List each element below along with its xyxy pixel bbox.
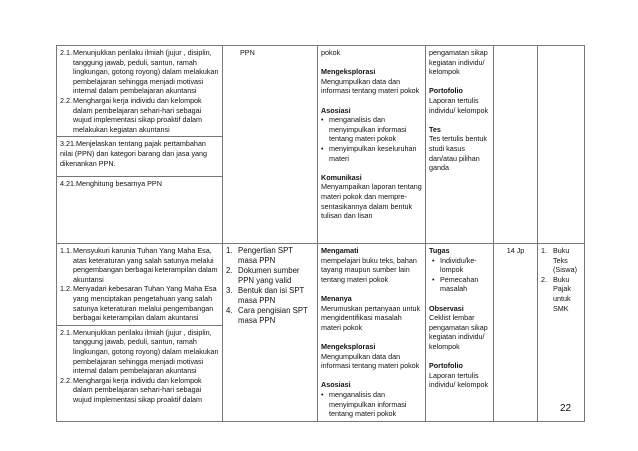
- list-item: • Individu/ke-lompok: [429, 256, 490, 275]
- table-row: [57, 244, 585, 422]
- competency-number: 2.2.: [60, 95, 72, 105]
- list-number: 2.: [226, 266, 233, 275]
- list-item-text: Buku Pajak untuk SMK: [553, 274, 571, 313]
- materi-list: [226, 246, 314, 326]
- list-item: • Pemecahan masalah: [429, 275, 490, 294]
- competency-item: [60, 246, 219, 284]
- list-item: [541, 275, 581, 313]
- observasi-title: Observasi: [429, 303, 464, 313]
- kegiatan-cell: [318, 46, 426, 244]
- competency-number: 1.1.: [60, 246, 72, 255]
- competency-cell: [57, 46, 223, 244]
- competency-group: [57, 244, 222, 325]
- kegiatan-cell: [318, 244, 426, 422]
- competency-item: [60, 96, 219, 134]
- mengeksplorasi-title: Mengeksplorasi: [321, 67, 376, 77]
- mengeksplorasi-text: Mengumpulkan data dan informasi tentang materi pokok: [321, 76, 420, 96]
- syllabus-table: [56, 45, 585, 422]
- competency-text: Menghargai kerja individu dan kelompok dalam pembelajaran sehari-hari sebagai wujud implementasi sikap proaktif dalam: [73, 375, 203, 404]
- sumber-list: [541, 246, 581, 313]
- portofolio-text: Laporan tertulis individu/ kelompok: [429, 370, 489, 390]
- competency-number: 2.2.: [60, 375, 72, 385]
- portofolio-title: Portofolio: [429, 86, 463, 96]
- materi-cell: [223, 244, 318, 422]
- list-item: • menganalisis dan menyimpulkan informasi tentang materi pokok: [321, 115, 422, 144]
- list-item: [226, 286, 314, 306]
- list-item-text: Bentuk dan isi SPT masa PPN: [238, 286, 305, 305]
- competency-cell: [57, 244, 223, 422]
- list-number: 3.: [226, 286, 233, 295]
- list-number: 1.: [226, 246, 233, 255]
- table-row: [57, 46, 585, 244]
- list-item: [226, 246, 314, 266]
- mengeksplorasi-text: Mengumpulkan data dan informasi tentang materi pokok: [321, 351, 420, 371]
- observasi-text: pengamatan sikap kegiatan individu/ kelompok: [429, 48, 488, 77]
- kd-4-21: 4.21.Menghitung besarnya PPN: [57, 176, 222, 230]
- penilaian-cell: [426, 46, 494, 244]
- materi-cell: [223, 46, 318, 244]
- competency-text: Menunjukkan perilaku ilmiah (jujur , disiplin, tanggung jawab, peduli, santun, ramah lingkungan, gotong royong) dalam melakukan pembelajaran sehingga menjadi motivasi internal dalam pembelajaran akuntansi: [73, 48, 219, 96]
- menanya-title: Menanya: [321, 293, 352, 303]
- list-item-text: menganalisis dan menyimpulkan informasi tentang materi pokok: [329, 389, 407, 419]
- competency-text: Menunjukkan perilaku ilmiah (jujur , disiplin, tanggung jawab, peduli, santun, ramah lingkungan, gotong royong) dalam melakukan pembelajaran sehingga menjadi motivasi internal dalam pembelajaran akuntansi: [73, 327, 219, 376]
- observasi-text: Ceklist lembar pengamatan sikap kegiatan individu/ kelompok: [429, 313, 488, 351]
- list-item: [226, 306, 314, 326]
- mengeksplorasi-title: Mengeksplorasi: [321, 341, 376, 351]
- komunikasi-text: Menyampaikan laporan tentang materi pokok dan mempre-sentasikannya dalam bentuk tulisan dan lisan: [321, 182, 422, 221]
- list-number: 4.: [226, 306, 233, 315]
- asosiasi-title: Asosiasi: [321, 105, 351, 115]
- competency-text: Menyadari kebesaran Tuhan Yang Maha Esa yang menciptakan pengetahuan yang salah satunya keteraturan melalui pengembangan berbagai keterampilan dalam akuntansi: [73, 284, 217, 323]
- sumber-cell: [538, 244, 585, 422]
- competency-text: Mensyukuri karunia Tuhan Yang Maha Esa, atas keteraturan yang salah satunya melalui pengembangan berbagai keterampilan dalam akuntansi: [73, 246, 218, 284]
- kd-3-21: 3.21.Menjelaskan tentang pajak pertambahan nilai (PPN) dan kategori barang dan jasa yang dikenankan PPN.: [57, 136, 222, 176]
- tes-title: Tes: [429, 124, 441, 134]
- kegiatan-pokok: pokok: [321, 48, 341, 57]
- mengamati-title: Mengamati: [321, 246, 359, 255]
- competency-number: 2.1.: [60, 48, 72, 57]
- competency-item: [60, 328, 219, 376]
- list-item-text: Dokumen sumber PPN yang valid: [238, 266, 300, 285]
- competency-group: [57, 46, 222, 136]
- competency-item: [60, 284, 219, 322]
- menanya-text: Merumuskan pertanyaan untuk mengidentifikasi masalah materi pokok: [321, 303, 421, 332]
- list-item: [226, 266, 314, 286]
- list-item: [541, 246, 581, 275]
- list-number: 2.: [541, 274, 547, 284]
- competency-number: 2.1.: [60, 327, 72, 337]
- page-number: 22: [560, 403, 572, 414]
- list-item-text: menganalisis dan menyimpulkan informasi tentang materi pokok: [329, 115, 407, 144]
- competency-item: [60, 48, 219, 96]
- list-item-text: Cara pengisian SPT masa PPN: [238, 306, 308, 325]
- competency-text: Menghargai kerja individu dan kelompok dalam pembelajaran sehari-hari sebagai wujud implementasi sikap proaktif dalam melakukan kegiatan akuntansi: [73, 95, 203, 134]
- tugas-title: Tugas: [429, 246, 450, 255]
- list-item-text: menyimpulkan keseluruhan materi: [329, 143, 417, 163]
- list-item-text: Buku Teks (Siswa): [553, 246, 577, 275]
- penilaian-cell: [426, 244, 494, 422]
- mengamati-text: mempelajari buku teks, bahan tayang maupun sumber lain tentang materi pokok: [321, 255, 417, 284]
- asosiasi-title: Asosiasi: [321, 380, 351, 390]
- sumber-cell: [538, 46, 585, 244]
- tes-text: Tes tertulis bentuk studi kasus dan/atau pilihan ganda: [429, 134, 487, 173]
- materi-text: PPN: [240, 48, 255, 57]
- list-item-text: Pemecahan masalah: [440, 274, 479, 294]
- list-item-text: Individu/ke-lompok: [440, 255, 477, 275]
- waktu-text: 14 Jp: [506, 246, 525, 255]
- list-item: • menyimpulkan keseluruhan materi: [321, 144, 422, 163]
- list-item: • menganalisis dan menyimpulkan informasi tentang materi pokok: [321, 390, 422, 419]
- list-item-text: Pengertian SPT masa PPN: [238, 246, 293, 265]
- waktu-cell: [494, 244, 538, 422]
- list-number: 1.: [541, 246, 547, 255]
- komunikasi-title: Komunikasi: [321, 172, 362, 182]
- competency-item: [60, 376, 219, 405]
- competency-group: [57, 325, 222, 407]
- waktu-cell: [494, 46, 538, 244]
- portofolio-text: Laporan tertulis individu/ kelompok: [429, 95, 489, 115]
- competency-number: 1.2.: [60, 284, 72, 294]
- portofolio-title: Portofolio: [429, 361, 463, 371]
